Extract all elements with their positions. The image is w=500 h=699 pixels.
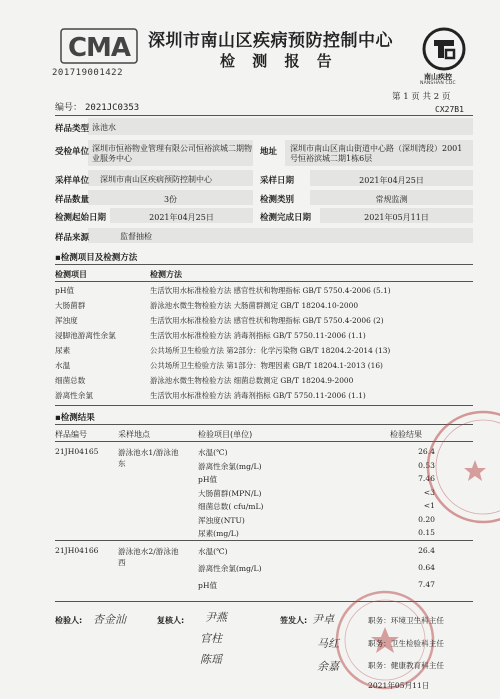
- sample-type-value: 泳池水: [92, 123, 116, 132]
- result-item: 水温(℃): [198, 547, 228, 556]
- method-standard: 生活饮用水标准检验方法 消毒剂指标 GB/T 5750.11-2006 (1.1): [150, 391, 366, 400]
- count-label: 样品数量: [55, 195, 90, 205]
- issuer-signature-3: 余嘉: [317, 660, 339, 673]
- end-date-label: 检测完成日期: [260, 213, 312, 223]
- issuer-signature-2: 马红: [317, 637, 339, 650]
- sampler-label: 采样单位: [55, 176, 90, 186]
- result-value: 26.4: [418, 447, 435, 456]
- category-label: 检测类别: [260, 195, 295, 205]
- result-item: pH值: [198, 475, 218, 484]
- result-value: 0.64: [418, 563, 435, 572]
- sampler-value: 深圳市南山区疾病预防控制中心: [100, 175, 212, 184]
- end-date-value: 2021年05月11日: [364, 213, 429, 222]
- result-value: <1: [423, 501, 435, 510]
- result-value: 7.46: [418, 474, 435, 483]
- method-item: pH值: [55, 286, 75, 295]
- cma-code: 201719001422: [52, 68, 124, 78]
- issuer-title-1: 职务：环境卫生科主任: [368, 616, 444, 625]
- tester-signature: 杏金汕: [93, 613, 126, 626]
- method-item: 浑浊度: [55, 316, 78, 325]
- sample-location-cont: 西: [118, 558, 126, 567]
- result-value: 0.53: [418, 460, 435, 470]
- methods-col-method: 检测方法: [150, 270, 182, 279]
- start-date-label: 检测起始日期: [55, 213, 107, 223]
- result-item: pH值: [198, 581, 218, 590]
- reviewer-signature-3: 陈瑶: [200, 653, 222, 666]
- results-col-item: 检验项目(单位): [198, 430, 253, 439]
- method-standard: 生活饮用水标准检验方法 感官性状和物理指标 GB/T 5750.4-2006 (5.1): [150, 286, 391, 295]
- sample-location: 游泳池水1/游泳池: [118, 448, 179, 457]
- svg-text:CMA: CMA: [67, 33, 131, 63]
- method-standard: 生活饮用水标准检验方法 感官性状和物理指标 GB/T 5750.4-2006 (2): [150, 316, 384, 325]
- result-item: 游离性余氯(mg/L): [198, 564, 262, 573]
- result-item: 水温(℃): [198, 448, 228, 457]
- issuer-label: 签发人:: [280, 616, 308, 625]
- page-count: 第 1 页 共 2 页: [392, 92, 451, 102]
- method-item: 细菌总数: [55, 376, 86, 385]
- sample-location: 游泳池水2/游泳池: [118, 547, 179, 556]
- results-title: ▪检测结果: [55, 413, 95, 423]
- client-label: 受检单位: [55, 147, 90, 157]
- cdc-logo-icon: [420, 26, 468, 72]
- method-standard: 公共场所卫生检验方法 第1部分：物理因素 GB/T 18204.1-2013 (16): [150, 361, 383, 370]
- cx-code: CX27B1: [435, 105, 464, 114]
- sample-number: 21JH04165: [55, 447, 99, 456]
- sample-number: 21JH04166: [55, 546, 99, 555]
- reviewer-label: 复核人:: [157, 616, 185, 625]
- sample-type-label: 样品类型: [55, 124, 90, 134]
- result-item: 浑浊度(NTU): [198, 515, 245, 525]
- count-value: 3份: [163, 195, 178, 204]
- start-date-value: 2021年04月25日: [149, 213, 214, 222]
- official-stamp-icon: [405, 405, 500, 535]
- method-standard: 游泳池水微生物检验方法 细菌总数测定 GB/T 18204.9-2000: [150, 376, 354, 385]
- result-item: 大肠菌群(MPN/L): [198, 488, 262, 498]
- cdc-logo-sub: NANSHAN CDC: [420, 81, 456, 86]
- method-item: 大肠菌群: [55, 301, 86, 310]
- results-col-no: 样品编号: [55, 430, 87, 439]
- result-item: 游离性余氯(mg/L): [198, 461, 262, 471]
- result-value: 26.4: [418, 546, 435, 555]
- issuer-title-3: 职务：健康教育科主任: [368, 661, 444, 670]
- methods-col-item: 检测项目: [55, 270, 87, 279]
- result-item: 细菌总数( cfu/mL): [198, 502, 264, 511]
- result-item: 尿素(mg/L): [198, 529, 239, 538]
- method-item: 水温: [55, 361, 71, 370]
- divider: [55, 115, 473, 116]
- issue-date: 2021年05月11日: [368, 681, 430, 690]
- sample-date-label: 采样日期: [260, 176, 295, 186]
- sample-location-cont: 东: [118, 459, 126, 468]
- reviewer-signature-1: 尹燕: [205, 611, 227, 624]
- reviewer-signature-2: 官柱: [200, 632, 222, 645]
- cdc-logo-text: 南山疾控: [424, 73, 452, 81]
- method-standard: 游泳池水微生物检验方法 大肠菌群测定 GB/T 18204.10-2000: [150, 301, 359, 310]
- method-standard: 公共场所卫生检验方法 第2部分：化学污染物 GB/T 18204.2-2014 (13): [150, 346, 391, 355]
- issuer-signature-1: 尹卓: [312, 613, 334, 626]
- method-standard: 生活饮用水标准检验方法 消毒剂指标 GB/T 5750.11-2006 (1.1): [150, 331, 366, 340]
- methods-title: ▪检测项目及检测方法: [55, 253, 138, 263]
- result-value: <3: [423, 487, 435, 497]
- method-item: 游离性余氯: [55, 391, 93, 400]
- results-col-loc: 采样地点: [118, 430, 150, 439]
- report-number: 编号： 2021JC0353: [55, 103, 140, 113]
- cma-logo: [60, 28, 138, 64]
- result-value: 0.20: [418, 514, 435, 524]
- result-value: 0.15: [418, 528, 435, 537]
- method-item: 浸脚池游离性余氯: [55, 331, 116, 340]
- source-label: 样品来源: [55, 233, 90, 243]
- issuer-title-2: 职务：卫生检验科主任: [368, 639, 444, 648]
- sample-date-value: 2021年04月25日: [359, 176, 424, 185]
- org-title: 深圳市南山区疾病预防控制中心: [148, 31, 393, 51]
- category-value: 常规监测: [375, 195, 408, 204]
- method-item: 尿素: [55, 346, 71, 355]
- address-label: 地址: [260, 147, 278, 157]
- report-title: 检 测 报 告: [220, 52, 338, 70]
- source-value: 监督抽检: [120, 232, 152, 241]
- address-value: 深圳市南山区南山街道中心路（深圳湾段）2001号恒裕滨城二期1栋6层: [290, 144, 463, 163]
- results-col-result: 检验结果: [390, 430, 422, 439]
- tester-label: 检验人:: [55, 616, 83, 625]
- client-value: 深圳市恒裕物业管理有限公司恒裕滨城二期物业服务中心: [92, 144, 252, 163]
- result-value: 7.47: [418, 580, 435, 589]
